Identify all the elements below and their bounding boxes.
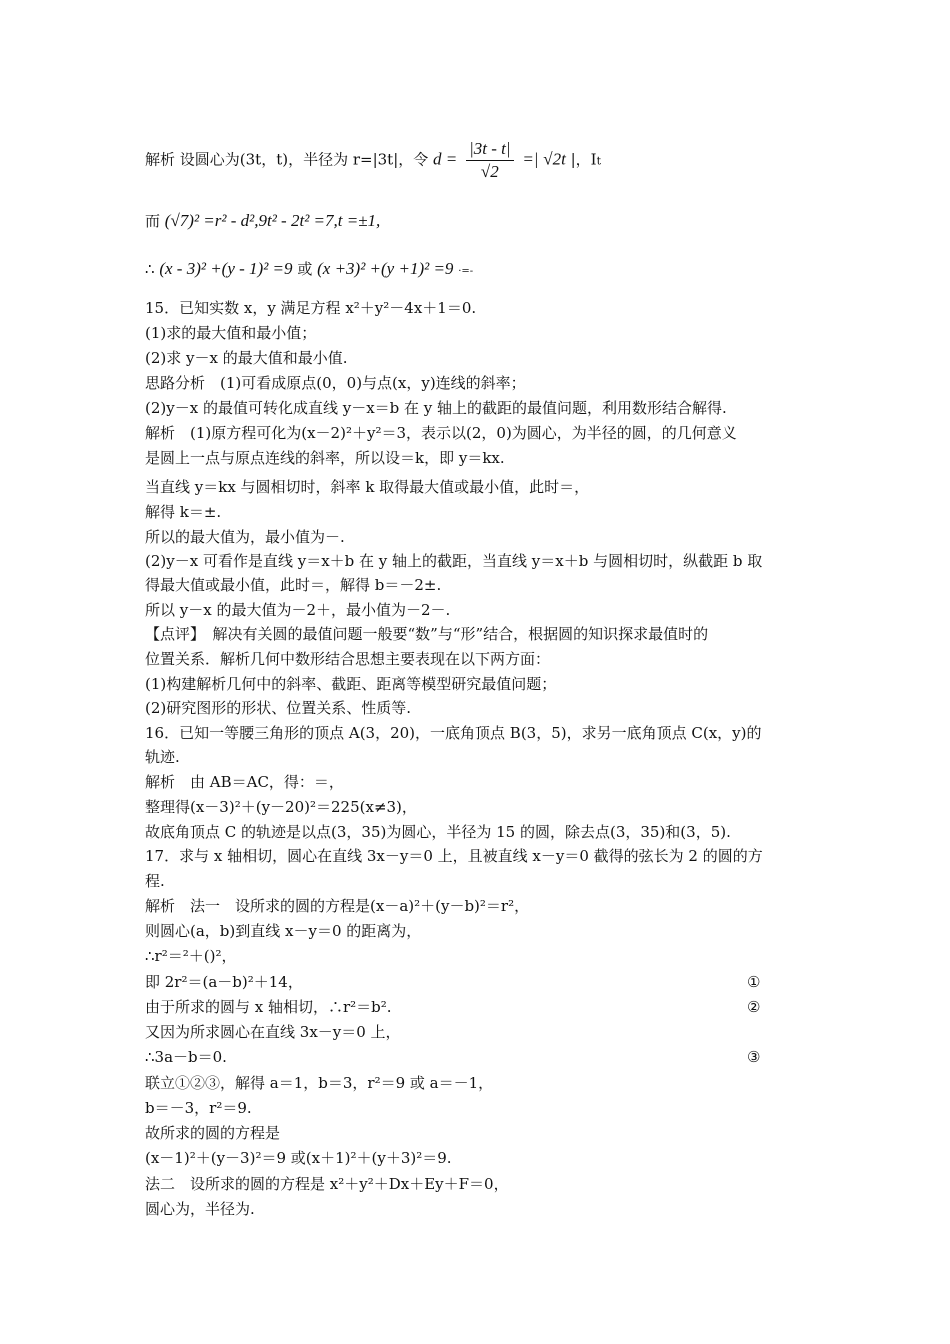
text-line: 16．已知一等腰三角形的顶点 A(3，20)，一底角顶点 B(3，5)，求另一底角顶点 C(x，y)的 — [145, 724, 762, 742]
text-line: 位置关系．解析几何中数形结合思想主要表现在以下两方面： — [145, 650, 551, 668]
text-line: 当直线 y＝kx 与圆相切时，斜率 k 取得最大值或最小值，此时＝， — [145, 478, 590, 496]
text-line: 15．已知实数 x，y 满足方程 x²＋y²－4x＋1＝0. — [145, 299, 477, 317]
text-line: 则圆心(a，b)到直线 x－y＝0 的距离为， — [145, 922, 422, 940]
text-line: 程. — [145, 872, 165, 890]
text-line: 得最大值或最小值，此时＝，解得 b＝－2±. — [145, 576, 442, 594]
text-line: ∴3a－b＝0. — [145, 1048, 227, 1066]
text-line: 所以 y－x 的最大值为－2＋，最小值为－2－. — [145, 601, 451, 619]
formula-eq: =| — [522, 149, 539, 169]
text-line: (1)求的最大值和最小值； — [145, 324, 317, 342]
text-line: 解析 由 AB＝AC，得：＝， — [145, 773, 344, 791]
text-line: 即 2r²＝(a－b)²＋14， — [145, 973, 303, 991]
fraction-denominator: √2 — [480, 162, 499, 181]
formula-line-1 — [145, 138, 601, 183]
formula-fraction — [466, 138, 513, 183]
text-line: 思路分析 (1)可看成原点(0，0)与点(x，y)连线的斜率； — [145, 374, 526, 392]
text-line: 法二 设所求的圆的方程是 x²＋y²＋Dx＋Ey＋F＝0， — [145, 1175, 509, 1193]
text-line: (2)求 y－x 的最大值和最小值. — [145, 349, 348, 367]
formula-line-3-or: 或 — [297, 260, 313, 278]
formula-tail: |，I — [570, 150, 597, 169]
text-line: 解析 (1)原方程可化为(x－2)²＋y²＝3，表示以(2，0)为圆心，为半径的圆，的几何意义 — [145, 424, 737, 442]
formula-line-2-prefix: 而 — [145, 212, 161, 230]
text-line: 所以的最大值为，最小值为－. — [145, 528, 345, 546]
text-line: b＝－3，r²＝9. — [145, 1099, 252, 1117]
formula-line-3 — [145, 258, 473, 283]
formula-line-3-prefix: ∴ — [145, 260, 155, 278]
text-line: 【点评】 解决有关圆的最值问题一般要“数”与“形”结合，根据圆的知识探求最值时的 — [145, 625, 709, 643]
text-line: 故所求的圆的方程是 — [145, 1124, 281, 1142]
formula-rhs: √2t — [543, 149, 566, 169]
text-line: 联立①②③，解得 a＝1，b＝3，r²＝9 或 a＝－1， — [145, 1074, 494, 1092]
text-line: 轨迹. — [145, 748, 180, 766]
text-line: 又因为所求圆心在直线 3x－y＝0 上， — [145, 1023, 401, 1041]
fraction-numerator: |3t - t| — [466, 138, 513, 161]
text-line: (2)y－x 的最值可转化成直线 y－x＝b 在 y 轴上的截距的最值问题，利用数形结合解得. — [145, 399, 727, 417]
text-line: 故底角顶点 C 的轨迹是以点(3，35)为圆心，半径为 15 的圆，除去点(3，35)和(3，5). — [145, 823, 731, 841]
formula-line-2 — [145, 210, 380, 232]
text-line: (2)研究图形的形状、位置关系、性质等. — [145, 699, 412, 717]
text-line: 解得 k＝±. — [145, 503, 222, 521]
equation-marker-3: ③ — [747, 1048, 761, 1066]
equation-marker-2: ② — [747, 998, 761, 1016]
equation-marker-1: ① — [747, 973, 761, 991]
text-line: (1)构建解析几何中的斜率、截距、距离等模型研究最值问题； — [145, 675, 557, 693]
formula-d: d = — [433, 149, 458, 169]
text-line: 由于所求的圆与 x 轴相切，∴r²＝b². — [145, 998, 392, 1016]
text-line: (2)y－x 可看作是直线 y＝x＋b 在 y 轴上的截距，当直线 y＝x＋b 与圆相切时，纵截距 b 取 — [145, 552, 763, 570]
formula-line-3-a: (x - 3)² +(y - 1)² =9 — [159, 259, 293, 278]
formula-line-3-b: (x +3)² +(y +1)² =9 — [317, 259, 454, 278]
text-line: 圆心为，半径为. — [145, 1200, 255, 1218]
formula-line-1-text: 解析 设圆心为(3t，t)，半径为 r=|3t|，令 — [145, 150, 429, 169]
formula-line-2-math: (√7)² =r² - d²,9t² - 2t² =7,t =±1, — [164, 211, 381, 230]
text-line: 解析 法一 设所求的圆的方程是(x－a)²＋(y－b)²＝r²， — [145, 897, 530, 915]
text-line: 是圆上一点与原点连线的斜率，所以设＝k，即 y＝kx. — [145, 449, 505, 467]
text-line: 整理得(x－3)²＋(y－20)²＝225(x≠3)， — [145, 798, 417, 816]
formula-line-3-tail: ·=- — [458, 266, 474, 277]
text-line: (x－1)²＋(y－3)²＝9 或(x＋1)²＋(y＋3)²＝9. — [145, 1149, 452, 1167]
text-line: 17．求与 x 轴相切，圆心在直线 3x－y＝0 上，且被直线 x－y＝0 截得的弦长为 2 的圆的方 — [145, 847, 763, 865]
text-line: ∴r²＝²＋()²， — [145, 947, 237, 965]
formula-tail-sub: t — [596, 154, 601, 168]
